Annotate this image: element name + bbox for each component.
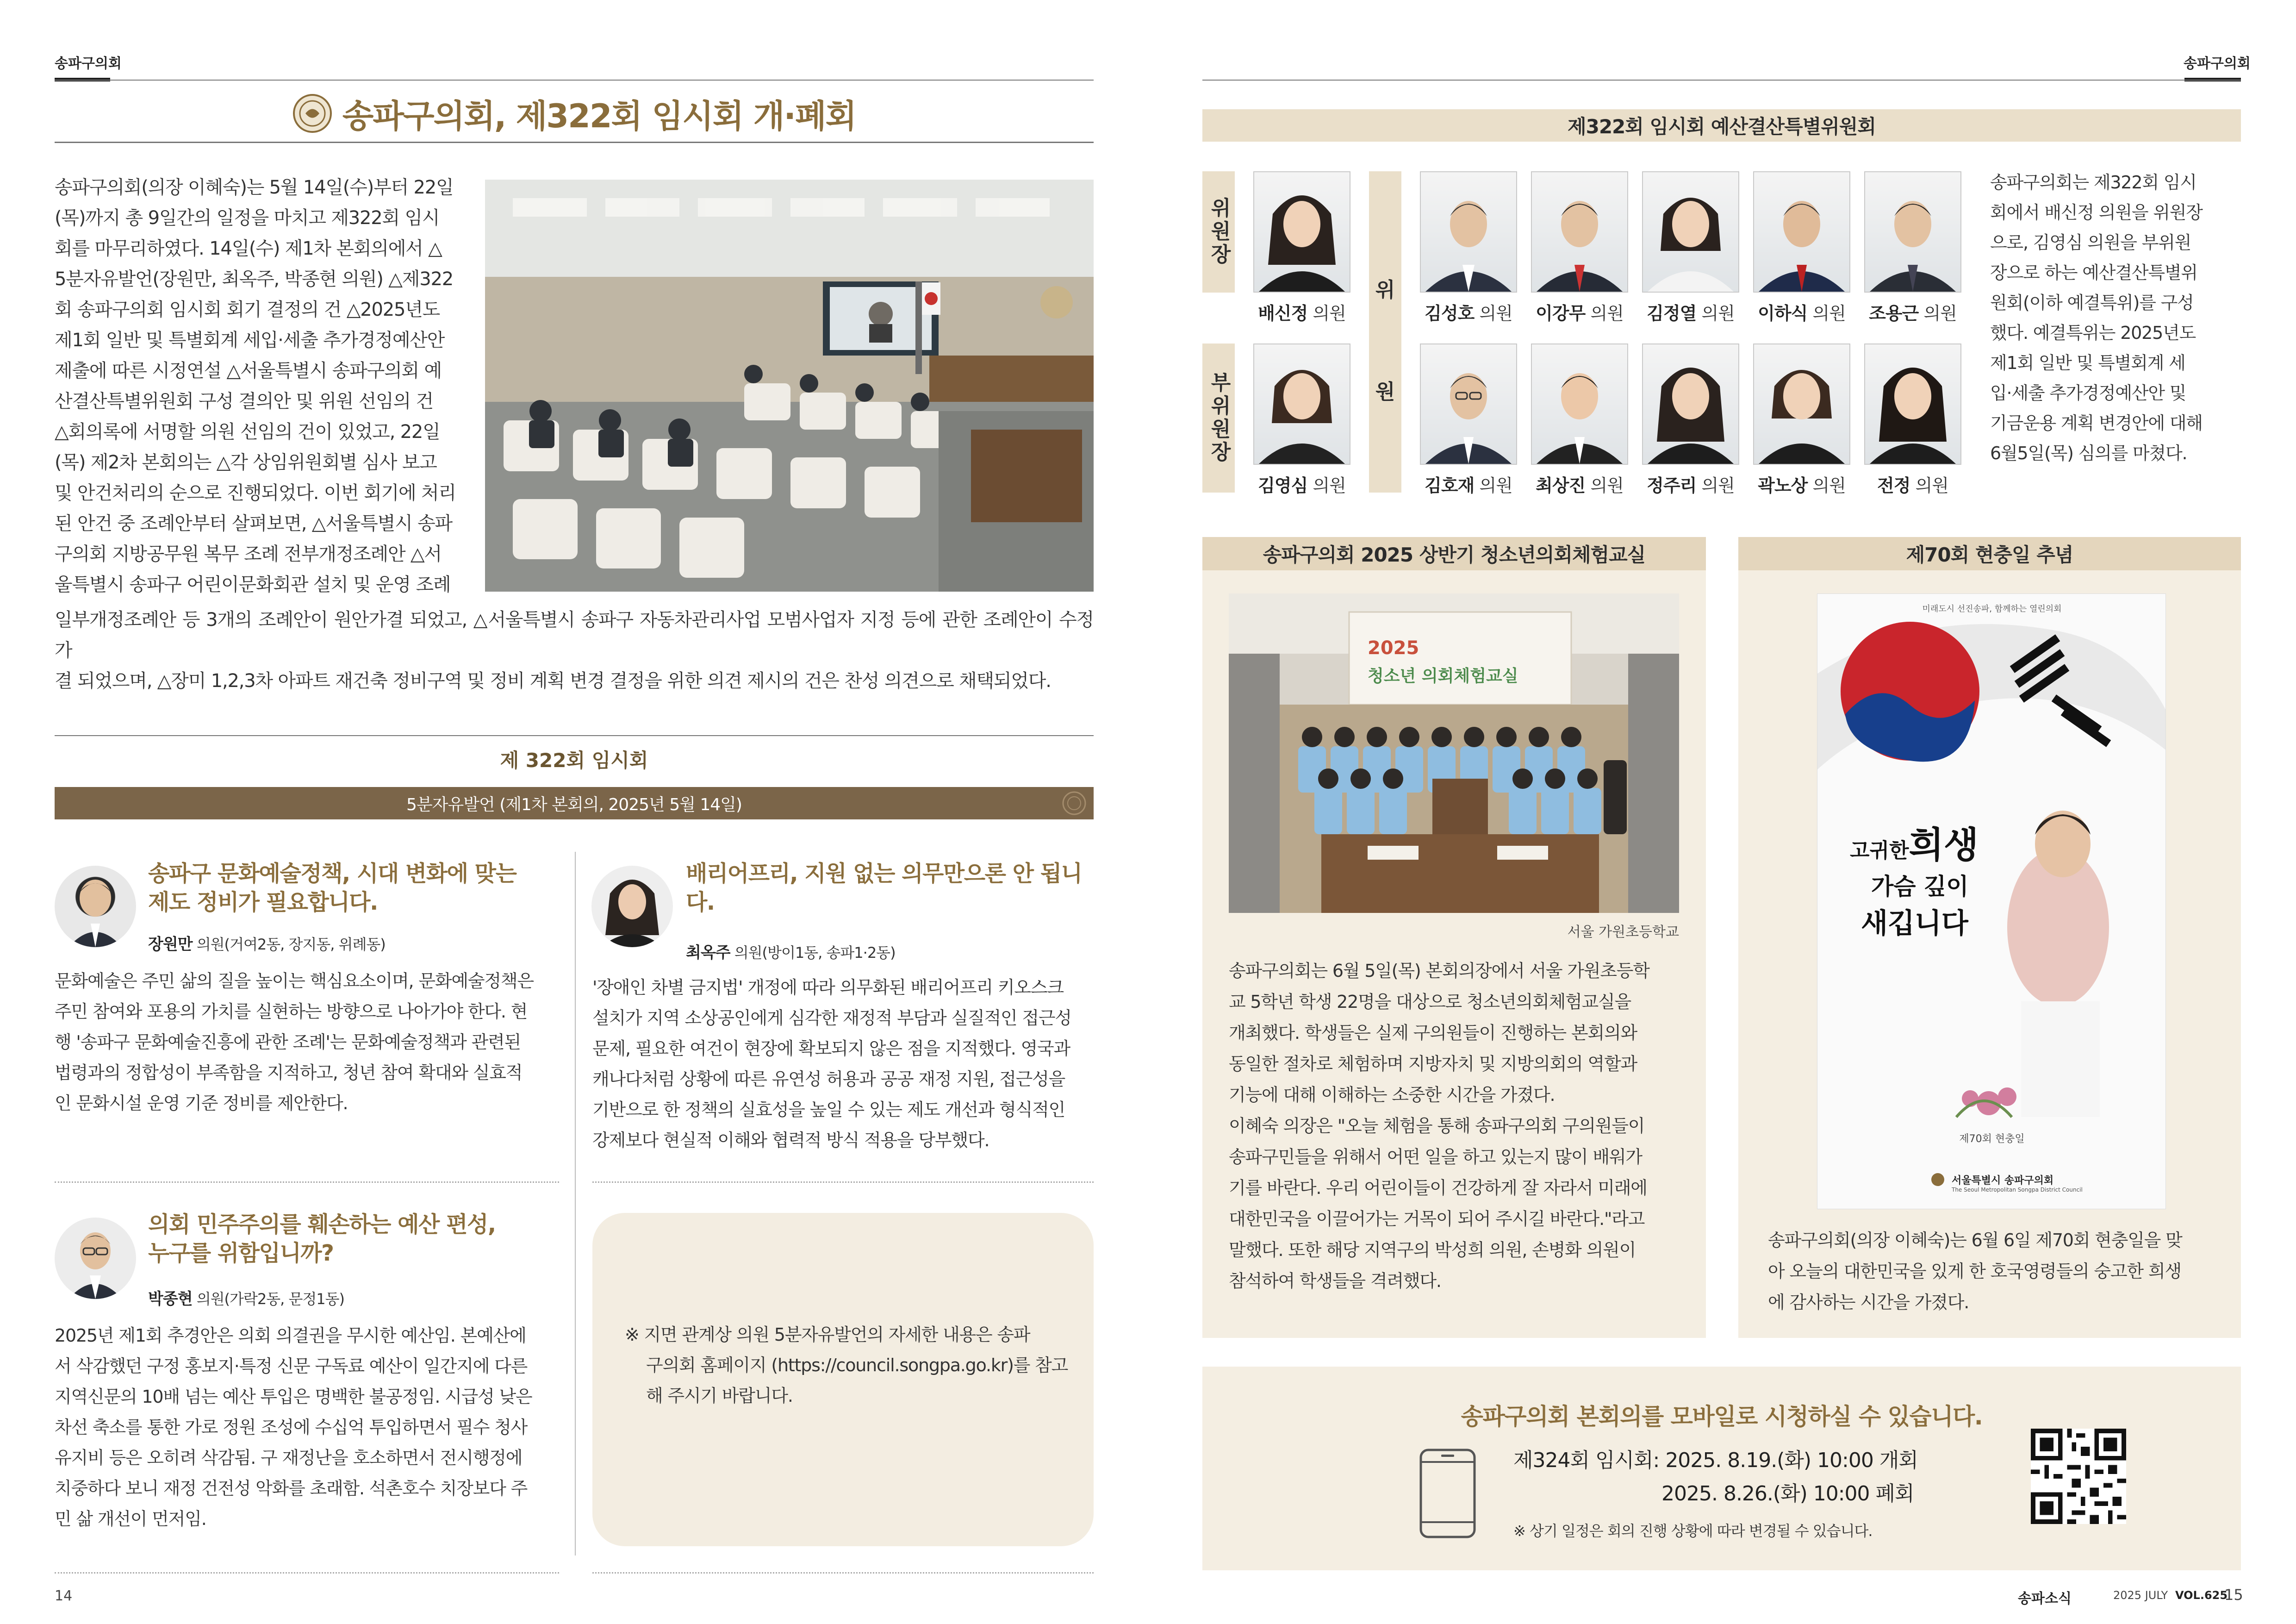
mobile-title: 송파구의회 본회의를 모바일로 시청하실 수 있습니다. [1461, 1403, 1983, 1430]
member-9: 곽노상 의원 [1753, 344, 1850, 497]
member-4: 이하식 의원 [1753, 171, 1850, 325]
member-10: 전정 의원 [1864, 344, 1961, 497]
speaker-2: 최옥주 의원(방이1동, 송파1·2동) [686, 943, 896, 962]
intro-text-column: 송파구의회(의장 이혜숙)는 5월 14일(수)부터 22일 (목)까지 총 9일간의 일정을 마치고 제322회 임시 회를 마무리하였다. 14일(수) 제1차 본회의에서 △ 5분자유발언(장원만, 최옥주, 박종현 의원) △제322 회 송파구의회 임시회 회기 결정의 건 △2025년도 제1회 일반 및 특별회계 세입·세출 추가경정예산안 제출에 따른 시정연설 △서울특별시 송파구의회 예 산결산특별위원회 구성 결의안 및 위원 선임의 건 △회의록에 서명할 의원 선임의 건이 있었고, 22일 (목) 제2차 본회의는 △각 상임위원회별 심사 보고 및 안건처리의 순으로 진행되었다. 이번 회기에 처리 된 안건 중 조례안부터 살펴보면, △서울특별시 송파 구의회 지방공무원 복무 조례 전부개정조례안 △서 울특별시 송파구 어린이문화회관 설치 및 운영 조례 [55, 177, 456, 595]
footer-volume: VOL.625 [2175, 1589, 2228, 1602]
member-3: 김정열 의원 [1642, 171, 1739, 325]
title-underline [55, 142, 1094, 143]
notice-divider [592, 1572, 1094, 1574]
speech-divider-1 [55, 1181, 559, 1183]
mobile-note: ※ 상기 일정은 회의 진행 상황에 따라 변경될 수 있습니다. [1513, 1522, 1873, 1540]
left-head-rule [55, 80, 1094, 81]
right-running-head: 송파구의회 [2184, 56, 2251, 72]
article-title: 송파구의회, 제322회 임시회 개·폐회 [342, 97, 856, 135]
intro-text-full: 일부개정조례안 등 3개의 조례안이 원안가결 되었고, △서울특별시 송파구 자동차관리사업 모범사업자 지정 등에 관한 조례안이 수정가 결 되었으며, △장미 1,2,3차 아파트 재건축 정비구역 및 정비 계획 변경 결정을 위한 의견 제시의 건은 찬성 의견으로 채택되었다. [55, 609, 1094, 692]
footer-brand: 송파소식 [2018, 1591, 2072, 1607]
session-label: 제 322회 임시회 [500, 749, 648, 772]
label-chair: 위원장 [1202, 171, 1235, 293]
column-divider [575, 852, 576, 1555]
member-chair: 배신정 의원 [1253, 171, 1350, 325]
assembly-hall-photo [485, 180, 1094, 592]
speech-headline-1: 송파구 문화예술정책, 시대 변화에 맞는 제도 정비가 필요합니다. [148, 861, 516, 915]
speaker-3: 박종현 의원(가락2동, 문정1동) [148, 1290, 345, 1308]
banner-year: 2025 [1368, 637, 1419, 659]
youth-body: 송파구의회는 6월 5일(목) 본회의장에서 서울 가원초등학 교 5학년 학생 22명을 대상으로 청소년의회체험교실을 개최했다. 학생들은 실제 구의원들이 진행하는 본회의와 동일한 절차로 체험하며 지방자치 및 지방의회의 역할과 기능에 대해 이해하는 소중한 시간을 가졌다. 이혜숙 의장은 "오늘 체험을 통해 송파구의회 구의원들이 송파구민들을 위해서 어떤 일을 하고 있는지 많이 배워가 기를 바란다. 우리 어린이들이 건강하게 잘 자라서 미래에 대한민국을 이끌어가는 거목이 되어 주시길 바란다."라고 말했다. 또한 해당 지역구의 박성희 의원, 손병화 의원이 참석하여 학생들을 격려했다. [1229, 961, 1649, 1291]
member-2: 이강무 의원 [1531, 171, 1628, 325]
memorial-body: 송파구의회(의장 이혜숙)는 6월 6일 제70회 현충일을 맞 아 오늘의 대한민국을 있게 한 호국영령들의 숭고한 희생 에 감사하는 시간을 가졌다. [1768, 1230, 2182, 1312]
mobile-phone-icon [1419, 1448, 1476, 1539]
member-8: 정주리 의원 [1642, 344, 1739, 497]
label-vice-chair: 부위원장 [1202, 344, 1235, 493]
member-1: 김성호 의원 [1420, 171, 1517, 325]
right-page-number: 15 [2224, 1586, 2243, 1604]
poster-org: 서울특별시 송파구의회 [1952, 1175, 2054, 1187]
speaker-avatar-park [55, 1218, 136, 1299]
speech-body-1: 문화예술은 주민 삶의 질을 높이는 핵심요소이며, 문화예술정책은 주민 참여와 포용의 가치를 실현하는 방향으로 나아가야 한다. 현 행 '송파구 문화예술진흥에 관한 조례'는 문화예술정책과 관련된 법령과의 정합성이 부족함을 지적하고, 청년 참여 확대와 실효적 인 문화시설 운영 기준 정비를 제안한다. [55, 971, 534, 1113]
speaker-1: 장원만 의원(거여2동, 장지동, 위례동) [148, 935, 386, 954]
youth-title-bar: 송파구의회 2025 상반기 청소년의회체험교실 [1202, 537, 1706, 570]
member-7: 최상진 의원 [1531, 344, 1628, 497]
committee-text: 송파구의회는 제322회 임시 회에서 배신정 의원을 위원장 으로, 김영심 의원을 부위원 장으로 하는 예산결산특별위 원회(이하 예결특위)를 구성 했다. 예결특위는 2025년도 제1회 일반 및 특별회계 세 입·세출 추가경정예산안 및 기금운용 계획 변경안에 대해 6월5일(목) 심의를 마쳤다. [1990, 172, 2203, 463]
speech-body-2: '장애인 차별 금지법' 개정에 따라 의무화된 배리어프리 키오스크 설치가 지역 소상공인에게 심각한 재정적 부담과 실질적인 접근성 문제, 필요한 여건이 현장에 확보되지 않은 점을 지적했다. 영국과 캐나다처럼 상황에 따른 유연성 허용과 공공 재정 지원, 접근성을 기반으로 한 정책의 실효성을 높일 수 있는 제도 개선과 형식적인 강제보다 현실적 이해와 협력적 방식 적용을 당부했다. [592, 977, 1071, 1150]
speech-body-3: 2025년 제1회 추경안은 의회 의결권을 무시한 예산임. 본예산에 서 삭감했던 구정 홍보지·특정 신문 구독료 예산이 일간지에 다른 지역신문의 10배 넘는 예산 투입은 명백한 불공정임. 시급성 낮은 차선 축소를 통한 가로 정원 조성에 수십억 투입하면서 필수 청사 유지비 등은 오히려 삭감됨. 구 재정난을 호소하면서 전시행정에 치중하다 보니 재정 건전성 악화를 초래함. 석촌호수 치장보다 주 민 삶 개선이 먼저임. [55, 1325, 532, 1529]
banner-text: 청소년 의회체험교실 [1368, 667, 1518, 686]
council-seal-icon [292, 94, 332, 133]
youth-class-photo [1229, 593, 1679, 913]
speech-headline-3: 의회 민주주의를 훼손하는 예산 편성, 누구를 위함입니까? [148, 1212, 496, 1266]
seal-watermark-icon [1061, 790, 1087, 816]
speech-bar: 5분자유발언 (제1차 본회의, 2025년 5월 14일) [55, 787, 1094, 819]
footer-issue: 2025 JULY [2113, 1589, 2168, 1602]
notice-box: ※ 지면 관계상 의원 5분자유발언의 자세한 내용은 송파 구의회 홈페이지 (https://council.songpa.go.kr)를 참고 해 주시기 바랍니다. [592, 1213, 1094, 1546]
memorial-title-bar: 제70회 현충일 추념 [1738, 537, 2241, 570]
right-head-rule [1202, 80, 2241, 81]
speaker-avatar-jang [55, 866, 136, 947]
member-vice-chair: 김영심 의원 [1253, 344, 1350, 497]
poster-top-slogan: 미래도시 선진송파, 함께하는 열린의회 [1922, 604, 2062, 614]
article-title-row [55, 88, 1094, 139]
committee-title-bar: 제322회 임시회 예산결산특별위원회 [1202, 109, 2241, 142]
youth-photo-caption: 서울 가원초등학교 [1567, 924, 1679, 940]
poster-message: 고귀한희생 가슴 깊이 새깁니다 [1850, 824, 1979, 940]
speaker-avatar-choi [591, 866, 673, 947]
mobile-schedule: 제324회 임시회: 2025. 8.19.(화) 10:00 개회 2025. 8.26.(화) 10:00 폐회 [1513, 1449, 1918, 1505]
speech-divider-2 [592, 1181, 1094, 1183]
session-rule [55, 735, 1094, 736]
member-5: 조용근 의원 [1864, 171, 1961, 325]
speech-headline-2: 배리어프리, 지원 없는 의무만으론 안 됩니다. [686, 861, 1082, 915]
left-running-head: 송파구의회 [55, 56, 122, 72]
label-members: 위 원 [1369, 171, 1401, 493]
poster-org-en: The Seoul Metropolitan Songpa District Council [1952, 1187, 2083, 1193]
left-page-number: 14 [55, 1588, 73, 1604]
qr-code-icon[interactable] [2031, 1429, 2126, 1524]
poster-day: 제70회 현충일 [1959, 1133, 2025, 1145]
memorial-poster [1817, 593, 2166, 1209]
speech-divider-3 [55, 1572, 559, 1574]
member-6: 김호재 의원 [1420, 344, 1517, 497]
